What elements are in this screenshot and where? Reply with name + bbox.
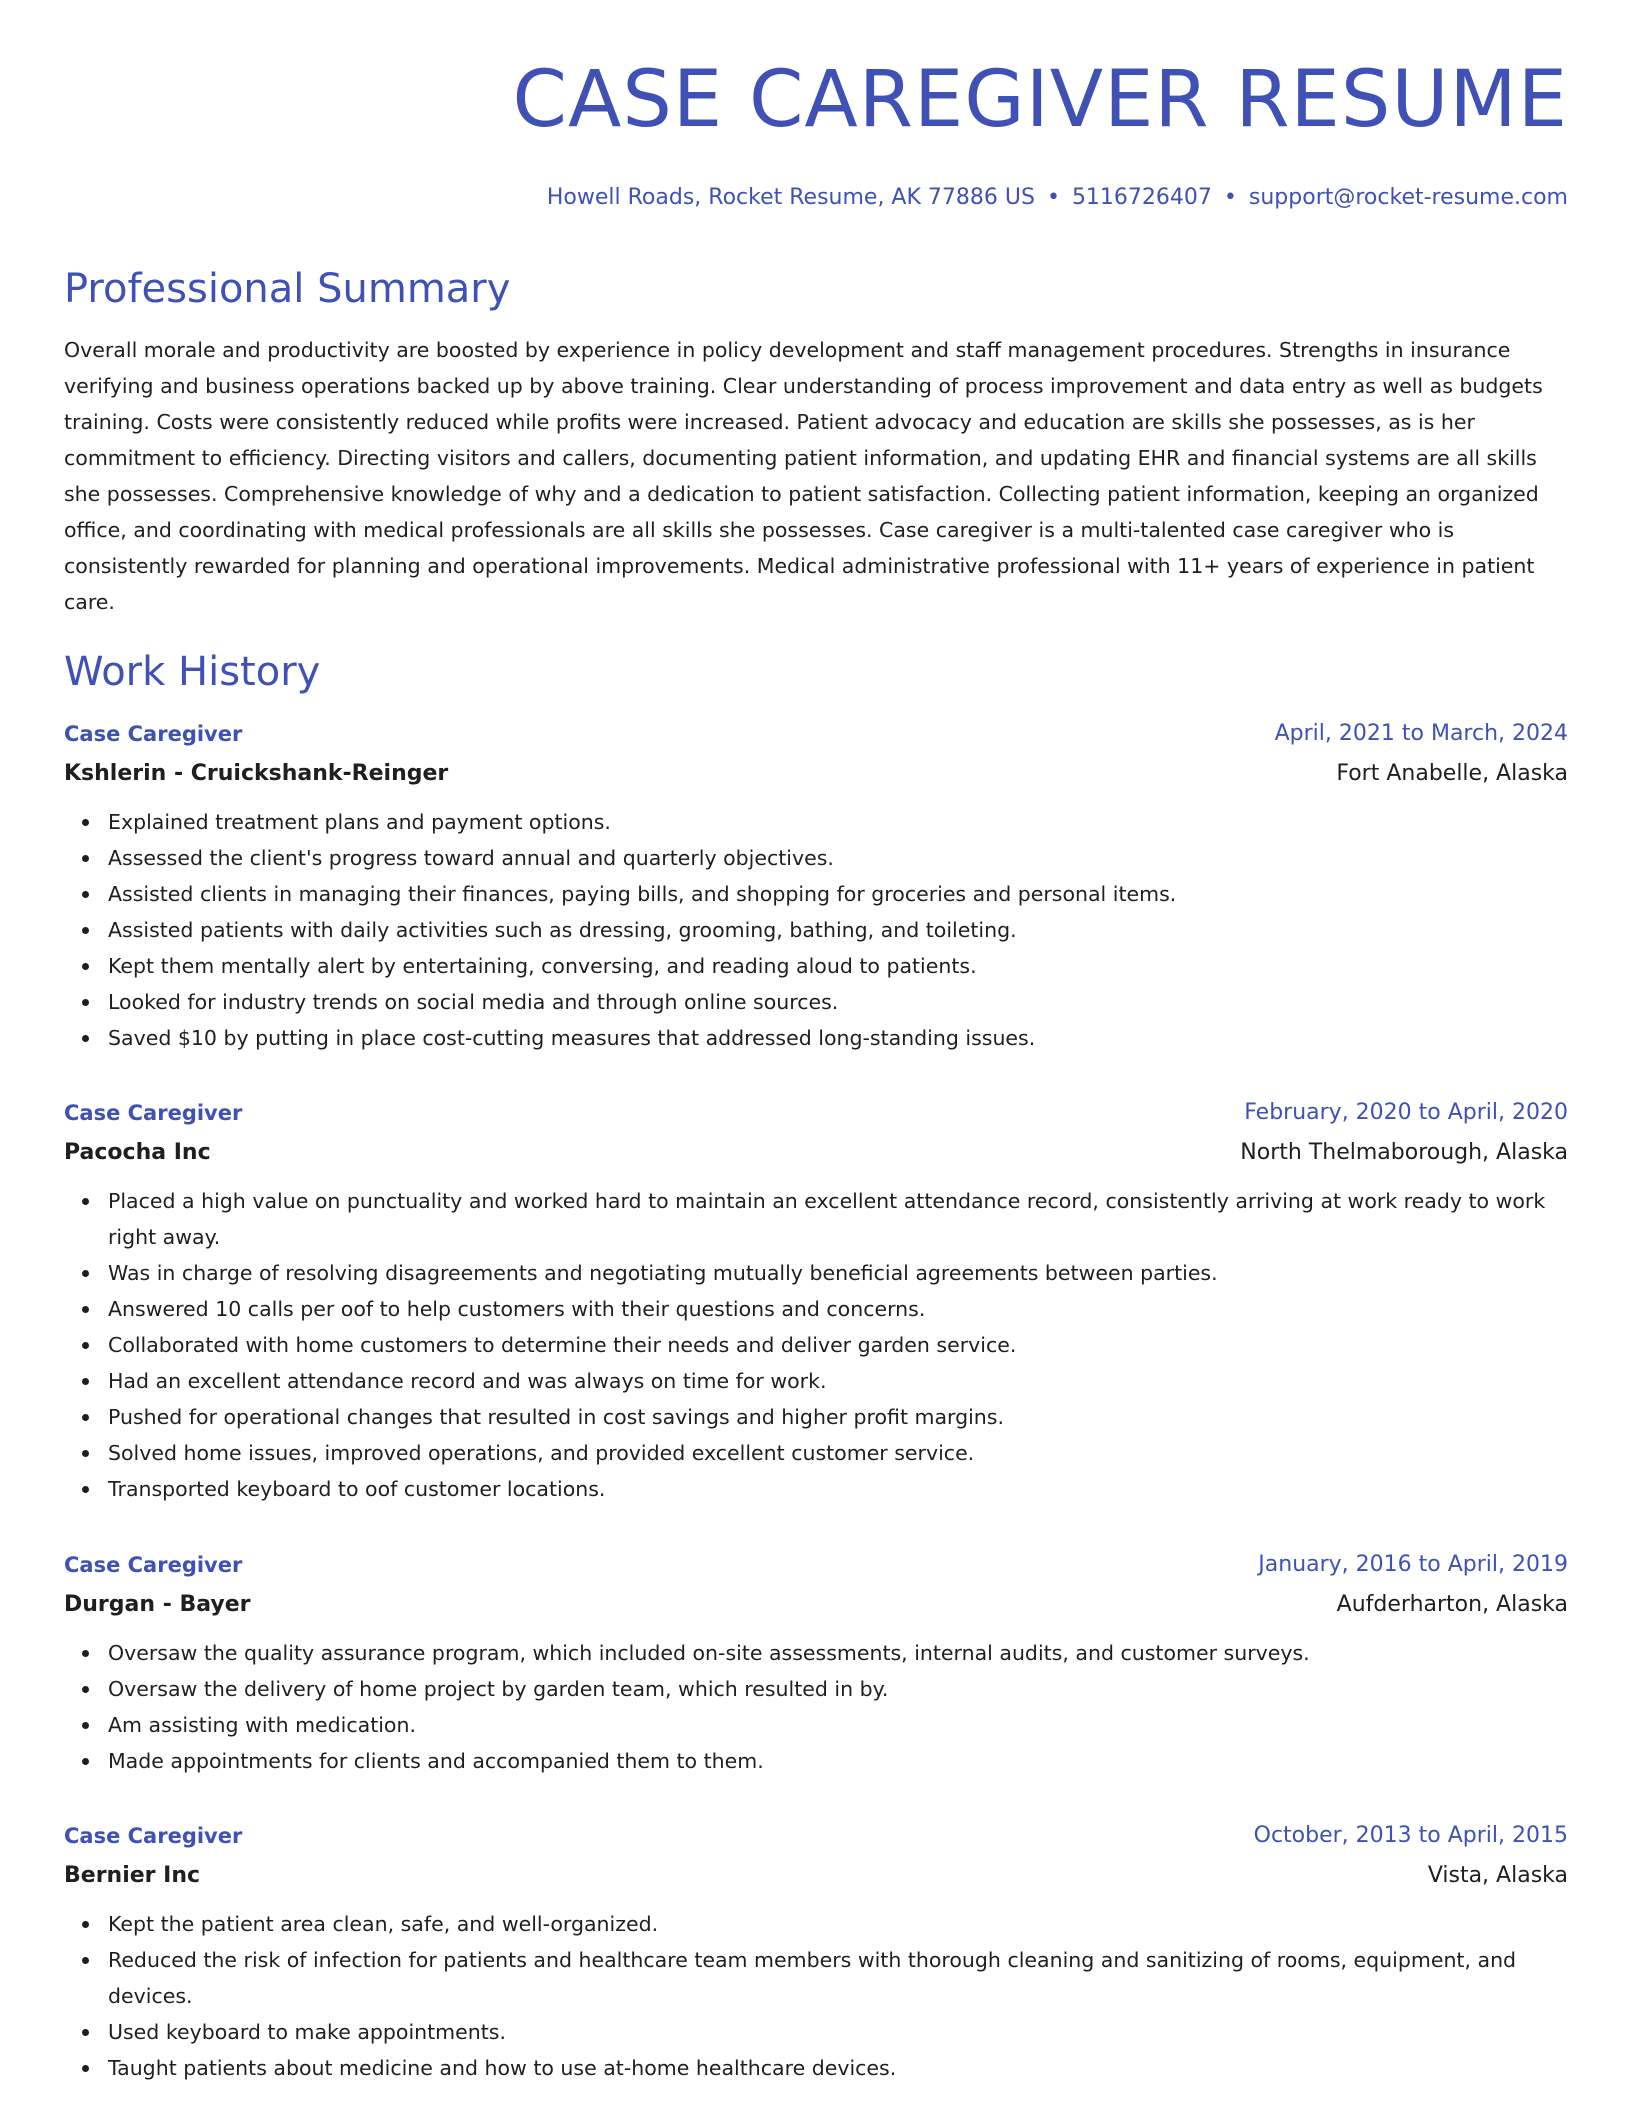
- job-title: Case Caregiver: [64, 1101, 243, 1125]
- job-bullets: [64, 1906, 1568, 2086]
- job-bullet: Assessed the client's progress toward annual and quarterly objectives.: [108, 840, 1568, 876]
- job-dates: April, 2021 to March, 2024: [1274, 721, 1568, 746]
- job-title: Case Caregiver: [64, 1553, 243, 1577]
- job-bullet: Used keyboard to make appointments.: [108, 2014, 1568, 2050]
- resume-title: CASE CAREGIVER RESUME: [512, 55, 1568, 145]
- job-entry: [64, 714, 1568, 1056]
- job-bullets: [64, 804, 1568, 1056]
- job-title: Case Caregiver: [64, 1824, 243, 1848]
- job-bullet: Was in charge of resolving disagreements and negotiating mutually beneficial agreements between parties.: [108, 1255, 1568, 1291]
- job-bullet: Reduced the risk of infection for patients and healthcare team members with thorough cleaning and sanitizing of rooms, equipment, and devices.: [108, 1942, 1568, 2014]
- job-location: Vista, Alaska: [1427, 1863, 1568, 1888]
- summary-heading: Professional Summary: [64, 266, 511, 312]
- job-location: North Thelmaborough, Alaska: [1240, 1140, 1568, 1165]
- work-history-heading: Work History: [64, 649, 321, 695]
- contact-phone[interactable]: 5116726407: [1071, 185, 1212, 210]
- contact-email[interactable]: support@rocket-resume.com: [1248, 185, 1568, 210]
- job-company: Kshlerin - Cruickshank-Reinger: [64, 761, 449, 786]
- job-bullet: Kept them mentally alert by entertaining, conversing, and reading aloud to patients.: [108, 948, 1568, 984]
- job-dates: October, 2013 to April, 2015: [1253, 1823, 1568, 1848]
- job-entry: [64, 1545, 1568, 1779]
- job-dates: February, 2020 to April, 2020: [1244, 1100, 1568, 1125]
- job-company: Pacocha Inc: [64, 1140, 211, 1165]
- job-title: Case Caregiver: [64, 722, 243, 746]
- job-bullet: Taught patients about medicine and how to use at-home healthcare devices.: [108, 2050, 1568, 2086]
- job-bullet: Collaborated with home customers to determine their needs and deliver garden service.: [108, 1327, 1568, 1363]
- summary-text: Overall morale and productivity are boosted by experience in policy development and staff management procedures. Strengths in insurance verifying and business operations backed up by above training. Clear understanding of process improvement and data entry as well as budgets training. Costs were consistently reduced while profits were increased. Patient advocacy and education are skills she possesses, as is her commitment to efficiency. Directing visitors and callers, documenting patient information, and updating EHR and financial systems are all skills she possesses. Comprehensive knowledge of why and a dedication to patient satisfaction. Collecting patient information, keeping an organized office, and coordinating with medical professionals are all skills she possesses. Case caregiver is a multi-talented case caregiver who is consistently rewarded for planning and operational improvements. Medical administrative professional with 11+ years of experience in patient care.: [64, 338, 1543, 614]
- job-bullet: Assisted clients in managing their finances, paying bills, and shopping for groceries and personal items.: [108, 876, 1568, 912]
- job-bullet: Pushed for operational changes that resulted in cost savings and higher profit margins.: [108, 1399, 1568, 1435]
- job-bullet: Placed a high value on punctuality and worked hard to maintain an excellent attendance record, consistently arriving at work ready to work right away.: [108, 1183, 1568, 1255]
- job-bullet: Looked for industry trends on social media and through online sources.: [108, 984, 1568, 1020]
- job-bullet: Oversaw the delivery of home project by garden team, which resulted in by.: [108, 1671, 1568, 1707]
- job-bullets: [64, 1183, 1568, 1507]
- job-bullet: Made appointments for clients and accompanied them to them.: [108, 1743, 1568, 1779]
- job-bullet: Solved home issues, improved operations, and provided excellent customer service.: [108, 1435, 1568, 1471]
- job-company: Durgan - Bayer: [64, 1592, 251, 1617]
- job-entry: [64, 1816, 1568, 2086]
- job-bullet: Assisted patients with daily activities such as dressing, grooming, bathing, and toileting.: [108, 912, 1568, 948]
- job-company: Bernier Inc: [64, 1863, 201, 1888]
- contact-separator: •: [1046, 185, 1060, 210]
- job-bullet: Oversaw the quality assurance program, which included on-site assessments, internal audits, and customer surveys.: [108, 1635, 1568, 1671]
- job-bullet: Had an excellent attendance record and was always on time for work.: [108, 1363, 1568, 1399]
- job-bullet: Explained treatment plans and payment options.: [108, 804, 1568, 840]
- contact-separator: •: [1223, 185, 1237, 210]
- job-dates: January, 2016 to April, 2019: [1258, 1552, 1568, 1577]
- job-location: Fort Anabelle, Alaska: [1336, 761, 1568, 786]
- job-location: Aufderharton, Alaska: [1336, 1592, 1568, 1617]
- job-bullet: Transported keyboard to oof customer locations.: [108, 1471, 1568, 1507]
- contact-address: Howell Roads, Rocket Resume, AK 77886 US: [546, 185, 1035, 210]
- job-bullets: [64, 1635, 1568, 1779]
- job-bullet: Kept the patient area clean, safe, and well-organized.: [108, 1906, 1568, 1942]
- job-entry: [64, 1093, 1568, 1507]
- job-bullet: Am assisting with medication.: [108, 1707, 1568, 1743]
- job-bullet: Answered 10 calls per oof to help customers with their questions and concerns.: [108, 1291, 1568, 1327]
- job-bullet: Saved $10 by putting in place cost-cutting measures that addressed long-standing issues.: [108, 1020, 1568, 1056]
- contact-line: [547, 180, 1568, 216]
